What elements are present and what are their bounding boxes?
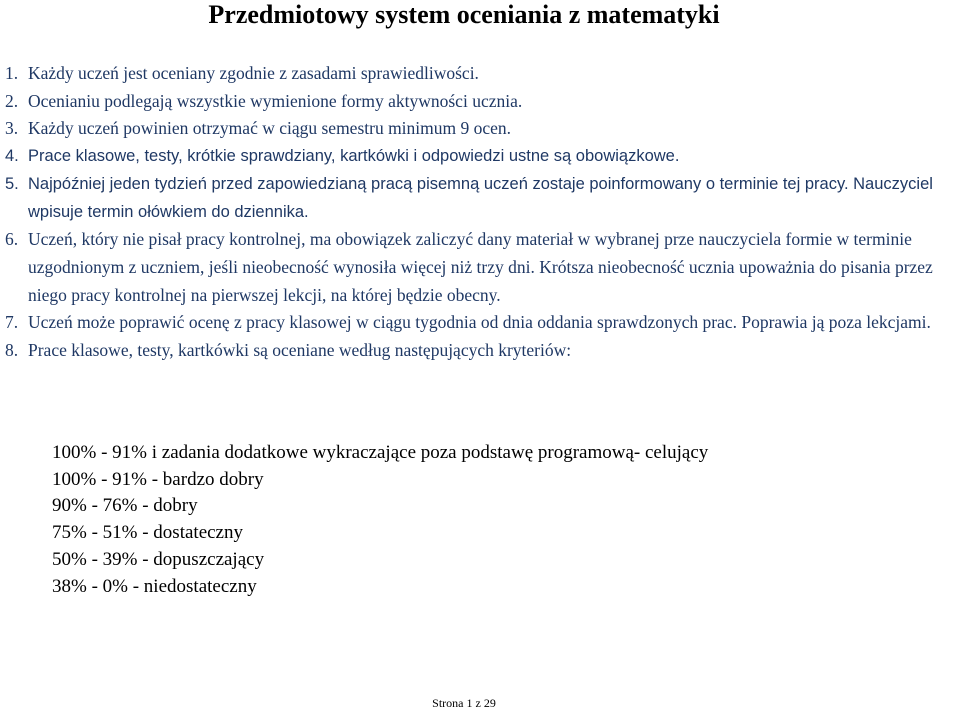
rule-item bbox=[5, 226, 960, 309]
page-title: Przedmiotowy system oceniania z matematyki bbox=[208, 0, 720, 29]
rule-text: Każdy uczeń powinien otrzymać w ciągu semestru minimum 9 ocen. bbox=[28, 118, 512, 139]
rule-text: Każdy uczeń jest oceniany zgodnie z zasadami sprawiedliwości. bbox=[28, 63, 479, 83]
rule-number: 2. bbox=[5, 90, 19, 111]
page-footer: Strona 1 z 29 bbox=[432, 696, 496, 710]
rule-text: Uczeń może poprawić ocenę z pracy klasowej w ciągu tygodnia od dnia oddania sprawdzonych prac. Poprawia ją poza lekcjami. bbox=[28, 312, 931, 333]
rule-item bbox=[5, 337, 960, 365]
criteria-line: 38% - 0% - niedostateczny bbox=[52, 575, 257, 597]
rule-number: 4. bbox=[5, 147, 19, 166]
rules-list bbox=[5, 60, 960, 365]
criteria-line: 90% - 76% - dobry bbox=[52, 495, 198, 517]
criteria-line: 100% - 91% - bardzo dobry bbox=[52, 468, 264, 490]
criteria-line: 50% - 39% - dopuszczający bbox=[52, 548, 265, 570]
rule-text: Prace klasowe, testy, kartkówki są oceniane według następujących kryteriów: bbox=[28, 340, 572, 361]
rule-item bbox=[5, 171, 960, 226]
rule-item bbox=[5, 143, 960, 171]
rule-number: 3. bbox=[5, 118, 19, 139]
rule-number: 6. bbox=[5, 229, 19, 250]
rule-number: 5. bbox=[5, 174, 19, 193]
rule-item bbox=[5, 88, 960, 116]
rule-item bbox=[5, 60, 960, 88]
rule-number: 1. bbox=[5, 63, 19, 83]
rule-number: 7. bbox=[5, 312, 19, 333]
grading-criteria bbox=[52, 440, 708, 600]
rule-text: Uczeń, który nie pisał pracy kontrolnej, ma obowiązek zaliczyć dany materiał w wybranej prze nauczyciela formie w terminie uzgodnionym z uczniem, jeśli nieobecność wynosiła więcej niż trzy dni. Krótsza nieobecność ucznia upoważnia do pisania przez niego pracy kontrolnej na pierwszej lekcji, na której będzie obecny. bbox=[28, 229, 933, 305]
rule-number: 8. bbox=[5, 340, 19, 361]
rule-text: Najpóźniej jeden tydzień przed zapowiedzianą pracą pisemną uczeń zostaje poinformowany o terminie tej pracy. Nauczyciel wpisuje termin ołówkiem do dziennika. bbox=[28, 174, 933, 221]
rule-item bbox=[5, 309, 960, 337]
rule-text: Ocenianiu podlegają wszystkie wymienione formy aktywności ucznia. bbox=[28, 90, 523, 111]
rule-text: Prace klasowe, testy, krótkie sprawdziany, kartkówki i odpowiedzi ustne są obowiązkowe. bbox=[28, 147, 680, 166]
criteria-line: 75% - 51% - dostateczny bbox=[52, 522, 243, 544]
criteria-line: 100% - 91% i zadania dodatkowe wykraczające poza podstawę programową- celujący bbox=[52, 442, 709, 463]
rule-item bbox=[5, 115, 960, 143]
